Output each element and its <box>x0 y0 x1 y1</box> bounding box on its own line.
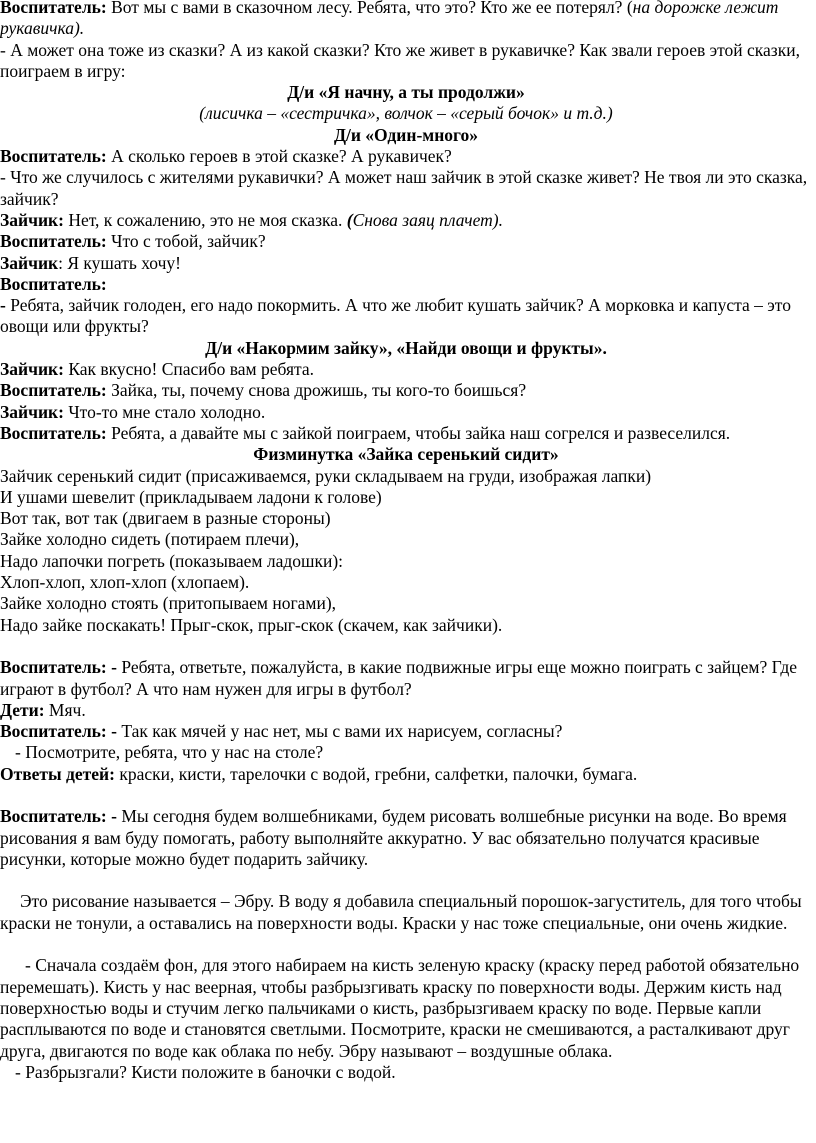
dialogue-line: - Что же случилось с жителями рукавички? А может наш зайчик в этой сказке живет? Не твоя ли это сказка, зайчик? <box>0 167 808 209</box>
poem-line: Надо лапочки погреть (показываем ладошки): <box>0 550 344 571</box>
speaker-label: Ответы детей: <box>0 763 115 784</box>
speaker-label: Воспитатель: <box>0 231 107 252</box>
speaker-label: Воспитатель: <box>0 422 107 443</box>
speaker-label: Зайчик: <box>0 359 64 380</box>
stage-direction: Снова заяц плачет). <box>352 209 503 230</box>
blank-line <box>0 870 812 891</box>
poem-line: Зайчик серенький сидит (присаживаемся, руки складываем на груди, изображая лапки) <box>0 465 652 486</box>
paragraph: Это рисование называется – Эбру. В воду я добавила специальный порошок-загуститель, для того чтобы краски не тонули, а оставались на поверхности воды. Краски у нас тоже специальные, они очень жидкие. <box>0 891 802 933</box>
poem-line: Вот так, вот так (двигаем в разные стороны) <box>0 508 331 529</box>
speaker-label: Воспитатель: <box>0 146 107 167</box>
dialogue-line: Воспитатель: - Ребята, ответьте, пожалуйста, в какие подвижные игры еще можно поиграть с зайцем? Где играют в футбол? А что нам нужен для игры в футбол? <box>0 657 798 699</box>
blank-line <box>0 636 812 657</box>
game-title: Д/и «Накормим зайку», «Найди овощи и фрукты». <box>205 337 607 358</box>
dialogue-line: Воспитатель: - Так как мячей у нас нет, мы с вами их нарисуем, согласны? <box>0 721 563 742</box>
blank-line <box>0 934 812 955</box>
dialogue-line: Зайчик: Нет, к сожалению, это не моя сказка. (Снова заяц плачет). <box>0 209 503 230</box>
game-note: (лисичка – «сестричка», волчок – «серый бочок» и т.д.) <box>199 103 613 124</box>
dialogue-line: Воспитатель: Ребята, а давайте мы с зайкой поиграем, чтобы зайка наш согрелся и развеселился. <box>0 422 731 443</box>
speaker-label: Воспитатель: <box>0 0 107 17</box>
poem-line: Надо зайке поскакать! Прыг-скок, прыг-скок (скачем, как зайчики). <box>0 614 503 635</box>
dialogue-line: Зайчик: Что-то мне стало холодно. <box>0 401 266 422</box>
game-title: Д/и «Я начну, а ты продолжи» <box>287 82 525 103</box>
speaker-label: Воспитатель: - <box>0 806 117 827</box>
speaker-label: Воспитатель: - <box>0 721 117 742</box>
blank-line <box>0 785 812 806</box>
dialogue-line: - А может она тоже из сказки? А из какой сказки? Кто же живет в рукавичке? Как звали героев этой сказки, поиграем в игру: <box>0 39 800 81</box>
speaker-label: Зайчик: <box>0 209 64 230</box>
speaker-label: Воспитатель: <box>0 380 107 401</box>
speaker-label: Дети: <box>0 699 45 720</box>
speaker-label: Воспитатель: - <box>0 657 117 678</box>
speaker-label: Зайчик: <box>0 401 64 422</box>
dialogue-line: Воспитатель: Что с тобой, зайчик? <box>0 231 266 252</box>
dialogue-line: Зайчик: Я кушать хочу! <box>0 252 181 273</box>
speaker-label: Зайчик <box>0 252 59 273</box>
game-title: Д/и «Один-много» <box>333 124 479 145</box>
poem-line: Зайке холодно стоять (притопываем ногами), <box>0 593 337 614</box>
dialogue-line: Воспитатель: - Мы сегодня будем волшебниками, будем рисовать волшебные рисунки на воде. Во время рисования я вам буду помогать, работу выполняйте аккуратно. У вас обязательно получатся красивые рисунки, которые можно будет подарить зайчику. <box>0 806 787 869</box>
poem-line: Зайке холодно сидеть (потираем плечи), <box>0 529 300 550</box>
stage-direction: на дорожке лежит рукавичка). <box>0 0 779 39</box>
paragraph: - Сначала создаём фон, для этого набираем на кисть зеленую краску (краску перед работой обязательно перемешать). Кисть у нас веерная, чтобы разбрызгивать краску по поверхности воды. Держим кисть над поверхностью воды и стучим легко пальчиками о кисть, разбрызгиваем краску по воде. Первые капли расплываются по воде и становятся светлыми. Посмотрите, краски не смешиваются, а расталкивают друг друга, двигаются по воде как облака по небу. Эбру называют – воздушные облака. <box>0 955 800 1061</box>
speaker-label: Воспитатель: <box>0 273 107 294</box>
poem-line: И ушами шевелит (прикладываем ладони к голове) <box>0 486 382 507</box>
exercise-title: Физминутка «Зайка серенький сидит» <box>253 444 559 465</box>
dialogue-line: Воспитатель: Вот мы с вами в сказочном лесу. Ребята, что это? Кто же ее потерял? (на дорожке лежит рукавичка). <box>0 0 812 40</box>
dialogue-line: Зайчик: Как вкусно! Спасибо вам ребята. <box>0 359 315 380</box>
dialogue-line: Дети: Мяч. <box>0 699 86 720</box>
dialogue-line: - Ребята, зайчик голоден, его надо покормить. А что же любит кушать зайчик? А морковка и капуста – это овощи или фрукты? <box>0 295 791 337</box>
paragraph: - Разбрызгали? Кисти положите в баночки с водой. <box>15 1061 396 1082</box>
dialogue-line: Воспитатель: А сколько героев в этой сказке? А рукавичек? <box>0 146 452 167</box>
dialogue-line: Ответы детей: краски, кисти, тарелочки с водой, гребни, салфетки, палочки, бумага. <box>0 763 638 784</box>
dialogue-line: Воспитатель: Зайка, ты, почему снова дрожишь, ты кого-то боишься? <box>0 380 527 401</box>
dialogue-line: - Посмотрите, ребята, что у нас на столе? <box>15 742 324 763</box>
poem-line: Хлоп-хлоп, хлоп-хлоп (хлопаем). <box>0 572 250 593</box>
